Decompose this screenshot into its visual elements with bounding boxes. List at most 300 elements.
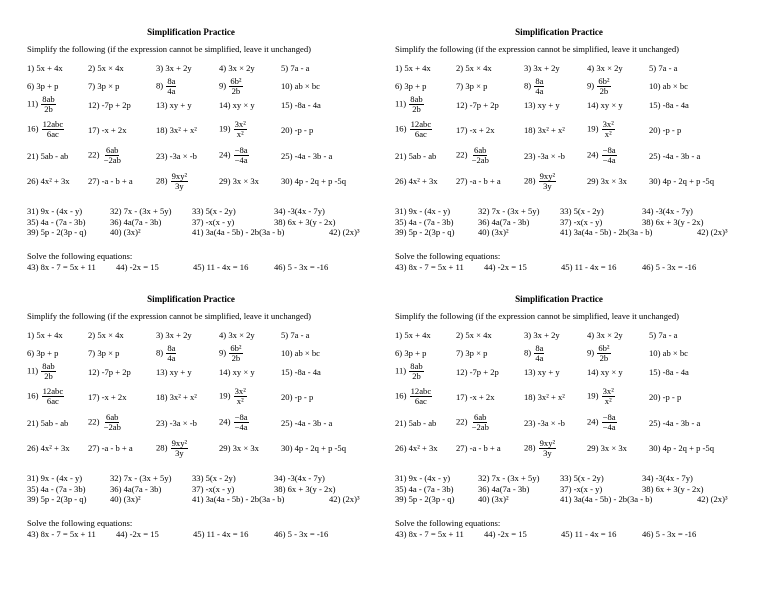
problem-number: 37) xyxy=(192,484,204,494)
equation-expression: -2x = 15 xyxy=(497,262,527,272)
problem-item xyxy=(395,82,426,91)
problem-number: 27) xyxy=(456,443,468,453)
problem-number: 18) xyxy=(524,125,536,135)
problem-item xyxy=(587,368,623,377)
problem-number: 26) xyxy=(395,176,407,186)
fraction-numerator: 9xy² xyxy=(539,438,556,448)
problem-number: 38) xyxy=(274,217,286,227)
problem-number: 38) xyxy=(642,484,654,494)
problem-expression: 5x + 4x xyxy=(36,63,63,73)
problem-item xyxy=(560,207,604,216)
fraction-numerator: −8a xyxy=(234,412,248,422)
problem-expression: -x(x - y) xyxy=(573,484,603,494)
equations-heading: Solve the following equations: xyxy=(27,518,133,528)
fraction xyxy=(229,344,242,363)
problem-item xyxy=(110,228,141,237)
problem-expression: -3a × -b xyxy=(169,418,197,428)
problem-item xyxy=(642,485,703,494)
problem-item xyxy=(27,207,82,216)
problem-item xyxy=(560,485,602,494)
problem-expression: -3(4x - 7y) xyxy=(287,473,325,483)
problem-item xyxy=(88,126,127,135)
problem-expression: 3x + 2y xyxy=(533,63,560,73)
problem-item xyxy=(156,344,176,363)
problem-item xyxy=(156,152,197,161)
problem-item xyxy=(524,419,565,428)
problem-expression: (3x)² xyxy=(491,494,509,504)
problem-expression: 5(x - 2y) xyxy=(205,473,236,483)
problem-item xyxy=(456,82,487,91)
problem-expression: xy + y xyxy=(537,367,560,377)
problem-item xyxy=(649,349,688,358)
problem-item xyxy=(642,218,703,227)
fraction-numerator: 12abc xyxy=(410,119,432,129)
problem-number: 20) xyxy=(281,125,293,135)
problem-number: 8) xyxy=(156,347,164,358)
problem-expression: -7p + 2p xyxy=(101,367,131,377)
problem-number: 15) xyxy=(281,367,293,377)
problem-expression: 3x × 2y xyxy=(596,330,623,340)
problem-number: 42) xyxy=(697,494,709,504)
problem-expression: 5(x - 2y) xyxy=(573,473,604,483)
problem-expression: (3x)² xyxy=(123,494,141,504)
problem-expression: -8a - 4a xyxy=(294,100,321,110)
problem-expression: -3a × -b xyxy=(537,418,565,428)
problem-number: 38) xyxy=(642,217,654,227)
problem-item xyxy=(219,101,255,110)
fraction-denominator: −2ab xyxy=(103,422,121,433)
problem-item xyxy=(27,495,86,504)
problem-number: 41) xyxy=(192,494,204,504)
equation-item xyxy=(27,530,96,539)
problem-item xyxy=(192,485,234,494)
problem-number: 3) xyxy=(156,63,164,73)
problem-item xyxy=(156,393,197,402)
problem-number: 35) xyxy=(395,217,407,227)
problem-item xyxy=(649,177,714,186)
problem-number: 35) xyxy=(27,484,39,494)
problem-number: 1) xyxy=(27,63,35,73)
problem-item xyxy=(456,331,492,340)
problem-expression: 5x × 4x xyxy=(465,330,492,340)
problem-expression: -7p + 2p xyxy=(101,100,131,110)
problem-item xyxy=(587,344,611,363)
problem-number: 33) xyxy=(560,473,572,483)
problem-number: 33) xyxy=(192,206,204,216)
instructions-text: Simplify the following (if the expression cannot be simplified, leave it unchanged) xyxy=(27,44,312,54)
problem-item xyxy=(27,82,58,91)
problem-expression: 3p + p xyxy=(404,348,427,358)
problem-number: 5) xyxy=(281,330,289,340)
problem-item xyxy=(649,82,688,91)
problem-item xyxy=(649,393,681,402)
problem-number: 35) xyxy=(395,484,407,494)
fraction-numerator: −8a xyxy=(602,412,616,422)
problem-number: 43) xyxy=(27,262,39,272)
problem-item xyxy=(456,146,490,165)
fraction-numerator: 6b² xyxy=(230,343,242,353)
problem-number: 38) xyxy=(274,484,286,494)
problem-item xyxy=(524,152,565,161)
problem-number: 46) xyxy=(274,262,286,272)
problem-number: 41) xyxy=(192,227,204,237)
fraction-numerator: −8a xyxy=(234,145,248,155)
problem-expression: 3a(4a - 5b) - 2b(3a - b) xyxy=(573,227,653,237)
fraction-numerator: 8a xyxy=(535,76,544,86)
problem-item xyxy=(587,120,615,139)
fraction-denominator: 3y xyxy=(543,448,552,459)
problem-expression: 5p - 2(3p - q) xyxy=(40,494,87,504)
problem-item xyxy=(395,331,431,340)
problem-item xyxy=(27,485,85,494)
problem-expression: 7x - (3x + 5y) xyxy=(491,206,540,216)
fraction-denominator: x² xyxy=(236,129,244,140)
problem-item xyxy=(395,64,431,73)
fraction xyxy=(602,387,615,406)
problem-item xyxy=(27,95,56,114)
problem-expression: xy + y xyxy=(169,367,192,377)
fraction-numerator: 6b² xyxy=(598,343,610,353)
problem-number: 28) xyxy=(524,442,536,453)
problem-item xyxy=(478,218,529,227)
equation-expression: 11 - 4x = 16 xyxy=(574,262,617,272)
problem-number: 10) xyxy=(649,81,661,91)
problem-expression: 5x + 4x xyxy=(36,330,63,340)
problem-item xyxy=(524,77,544,96)
problem-item xyxy=(697,228,728,237)
fraction xyxy=(410,387,433,406)
problem-number: 5) xyxy=(281,63,289,73)
problem-item xyxy=(478,474,539,483)
problem-number: 34) xyxy=(642,473,654,483)
problem-number: 39) xyxy=(395,227,407,237)
problem-expression: 3p + p xyxy=(404,81,427,91)
worksheet-title: Simplification Practice xyxy=(147,27,235,37)
problem-number: 13) xyxy=(524,367,536,377)
problem-item xyxy=(281,331,309,340)
problem-item xyxy=(395,95,424,114)
problem-expression: 7a - a xyxy=(658,330,678,340)
problem-expression: 9x - (4x - y) xyxy=(408,206,451,216)
equation-expression: -2x = 15 xyxy=(129,262,159,272)
problem-item xyxy=(27,152,68,161)
problem-number: 36) xyxy=(110,217,122,227)
problem-expression: 5ab - ab xyxy=(408,151,437,161)
problem-expression: 4a - (7a - 3b) xyxy=(40,217,86,227)
fraction xyxy=(103,413,122,432)
problem-item xyxy=(88,64,124,73)
problem-expression: -7p + 2p xyxy=(469,367,499,377)
equation-expression: 8x - 7 = 5x + 11 xyxy=(40,529,96,539)
problem-number: 29) xyxy=(587,176,599,186)
fraction-denominator: −4a xyxy=(234,422,248,433)
fraction xyxy=(229,77,242,96)
problem-expression: -p - p xyxy=(294,125,314,135)
problem-item xyxy=(395,349,426,358)
fraction xyxy=(234,146,249,165)
problem-item xyxy=(524,101,560,110)
problem-expression: 6x + 3(y - 2x) xyxy=(655,484,704,494)
fraction-numerator: 6ab xyxy=(106,145,119,155)
problem-expression: -4a - 3b - a xyxy=(294,418,333,428)
problem-number: 8) xyxy=(524,80,532,91)
equation-expression: 11 - 4x = 16 xyxy=(206,529,249,539)
problem-item xyxy=(524,344,544,363)
fraction-numerator: 8ab xyxy=(42,361,55,371)
problem-number: 16) xyxy=(27,390,39,401)
problem-item xyxy=(395,474,450,483)
problem-number: 43) xyxy=(395,529,407,539)
problem-item xyxy=(587,331,623,340)
problem-item xyxy=(156,64,192,73)
problem-expression: -3(4x - 7y) xyxy=(287,206,325,216)
problem-number: 29) xyxy=(587,443,599,453)
equation-item xyxy=(395,530,464,539)
problem-number: 16) xyxy=(27,123,39,134)
problem-number: 41) xyxy=(560,494,572,504)
fraction-denominator: 6ac xyxy=(46,396,59,407)
fraction-denominator: 4a xyxy=(535,353,544,364)
fraction xyxy=(234,120,247,139)
problem-expression: 3p × p xyxy=(465,81,488,91)
problem-number: 17) xyxy=(88,125,100,135)
fraction-denominator: 6ac xyxy=(414,396,427,407)
problem-number: 31) xyxy=(27,473,39,483)
problem-expression: (2x)³ xyxy=(710,227,728,237)
problem-number: 8) xyxy=(156,80,164,91)
problem-expression: 5ab - ab xyxy=(40,418,69,428)
problem-expression: xy × y xyxy=(232,367,255,377)
problem-item xyxy=(587,146,617,165)
problem-item xyxy=(395,177,438,186)
problem-expression: 3x × 2y xyxy=(228,330,255,340)
problem-item xyxy=(192,218,234,227)
fraction-numerator: 6ab xyxy=(106,412,119,422)
problem-item xyxy=(27,177,70,186)
problem-item xyxy=(395,444,438,453)
problem-expression: (2x)³ xyxy=(342,494,360,504)
problem-number: 30) xyxy=(649,443,661,453)
problem-number: 32) xyxy=(110,206,122,216)
problem-number: 46) xyxy=(642,262,654,272)
problem-item xyxy=(88,444,133,453)
problem-number: 27) xyxy=(456,176,468,186)
fraction-denominator: 2b xyxy=(44,371,53,382)
problem-item xyxy=(219,368,255,377)
problem-number: 2) xyxy=(88,63,96,73)
problem-item xyxy=(524,126,565,135)
problem-item xyxy=(281,82,320,91)
fraction-denominator: 2b xyxy=(412,104,421,115)
problem-number: 41) xyxy=(560,227,572,237)
problem-number: 24) xyxy=(219,416,231,427)
problem-item xyxy=(156,101,192,110)
problem-expression: 3a(4a - 5b) - 2b(3a - b) xyxy=(205,227,285,237)
problem-number: 19) xyxy=(219,390,231,401)
problem-number: 4) xyxy=(219,330,227,340)
problem-number: 45) xyxy=(561,529,573,539)
equation-expression: 8x - 7 = 5x + 11 xyxy=(408,262,464,272)
problem-number: 10) xyxy=(281,348,293,358)
problem-number: 44) xyxy=(116,262,128,272)
problem-item xyxy=(560,474,604,483)
problem-expression: 5ab - ab xyxy=(408,418,437,428)
problem-number: 9) xyxy=(219,80,227,91)
problem-number: 13) xyxy=(156,100,168,110)
fraction xyxy=(234,387,247,406)
problem-expression: 6x + 3(y - 2x) xyxy=(287,217,336,227)
problem-number: 19) xyxy=(587,123,599,134)
problem-number: 29) xyxy=(219,443,231,453)
problem-number: 42) xyxy=(329,227,341,237)
problem-item xyxy=(697,495,728,504)
equation-expression: -2x = 15 xyxy=(129,529,159,539)
problem-number: 7) xyxy=(88,348,96,358)
fraction xyxy=(409,95,423,114)
worksheet-title: Simplification Practice xyxy=(515,294,603,304)
problem-expression: 7x - (3x + 5y) xyxy=(123,206,172,216)
problem-expression: 4a - (7a - 3b) xyxy=(408,484,454,494)
problem-number: 24) xyxy=(587,149,599,160)
problem-expression: 7x - (3x + 5y) xyxy=(123,473,172,483)
problem-item xyxy=(524,172,556,191)
problem-number: 30) xyxy=(281,176,293,186)
fraction-denominator: 2b xyxy=(599,353,609,364)
problem-expression: -x(x - y) xyxy=(573,217,603,227)
problem-number: 46) xyxy=(274,529,286,539)
problem-number: 11) xyxy=(395,365,407,376)
problem-number: 7) xyxy=(456,81,464,91)
problem-number: 40) xyxy=(478,227,490,237)
problem-expression: -a - b + a xyxy=(101,443,133,453)
fraction-numerator: 8a xyxy=(167,76,176,86)
problem-number: 16) xyxy=(395,390,407,401)
problem-number: 28) xyxy=(156,442,168,453)
problem-item xyxy=(478,485,529,494)
problem-number: 34) xyxy=(274,206,286,216)
problem-number: 9) xyxy=(587,347,595,358)
problem-item xyxy=(395,152,436,161)
fraction-numerator: 12abc xyxy=(410,386,432,396)
problem-expression: 3p × p xyxy=(465,348,488,358)
problem-item xyxy=(27,362,56,381)
problem-expression: -8a - 4a xyxy=(662,367,689,377)
problem-item xyxy=(478,207,539,216)
problem-item xyxy=(219,120,247,139)
fraction xyxy=(602,120,615,139)
problem-number: 10) xyxy=(649,348,661,358)
problem-expression: xy × y xyxy=(600,100,623,110)
problem-number: 14) xyxy=(587,100,599,110)
problem-expression: 3x × 2y xyxy=(596,63,623,73)
problem-item xyxy=(456,126,495,135)
problem-number: 44) xyxy=(484,529,496,539)
fraction-numerator: 6ab xyxy=(474,145,487,155)
problem-number: 32) xyxy=(478,206,490,216)
fraction-denominator: 6ac xyxy=(46,129,59,140)
fraction-numerator: 3x² xyxy=(234,386,246,396)
problem-number: 25) xyxy=(281,418,293,428)
problem-item xyxy=(587,64,623,73)
equation-expression: 11 - 4x = 16 xyxy=(574,529,617,539)
problem-expression: 3p × p xyxy=(97,81,120,91)
problem-item xyxy=(110,474,171,483)
problem-expression: 5x + 4x xyxy=(404,330,431,340)
fraction-denominator: 2b xyxy=(231,86,241,97)
fraction-denominator: 4a xyxy=(167,86,176,97)
problem-item xyxy=(649,64,677,73)
problem-expression: -p - p xyxy=(662,392,682,402)
problem-expression: 4a - (7a - 3b) xyxy=(408,217,454,227)
problem-number: 26) xyxy=(27,176,39,186)
problem-item xyxy=(156,419,197,428)
problem-number: 14) xyxy=(219,100,231,110)
problem-item xyxy=(156,126,197,135)
problem-item xyxy=(649,152,700,161)
problem-number: 21) xyxy=(27,418,39,428)
problem-number: 37) xyxy=(560,217,572,227)
fraction xyxy=(166,344,176,363)
problem-expression: (2x)³ xyxy=(710,494,728,504)
problem-item xyxy=(329,495,360,504)
problem-item xyxy=(192,228,284,237)
problem-item xyxy=(524,393,565,402)
problem-number: 2) xyxy=(88,330,96,340)
problem-item xyxy=(642,474,693,483)
problem-number: 44) xyxy=(484,262,496,272)
problem-item xyxy=(88,101,131,110)
problem-expression: 9x - (4x - y) xyxy=(408,473,451,483)
problem-item xyxy=(27,444,70,453)
equation-expression: 5 - 3x = -16 xyxy=(655,262,697,272)
problem-number: 35) xyxy=(27,217,39,227)
problem-expression: 3x + 2y xyxy=(165,330,192,340)
problem-expression: 9x - (4x - y) xyxy=(40,206,83,216)
problem-expression: 6x + 3(y - 2x) xyxy=(287,484,336,494)
problem-number: 34) xyxy=(642,206,654,216)
problem-item xyxy=(456,393,495,402)
problem-number: 6) xyxy=(395,348,403,358)
problem-expression: 7a - a xyxy=(290,330,310,340)
equation-item xyxy=(484,530,527,539)
problem-number: 45) xyxy=(193,262,205,272)
fraction-denominator: −4a xyxy=(602,155,616,166)
problem-expression: 5p - 2(3p - q) xyxy=(40,227,87,237)
problem-expression: xy × y xyxy=(600,367,623,377)
problem-item xyxy=(281,177,346,186)
problem-item xyxy=(281,444,346,453)
problem-number: 24) xyxy=(587,416,599,427)
problem-item xyxy=(219,146,249,165)
problem-item xyxy=(395,495,454,504)
problem-item xyxy=(456,413,490,432)
equation-expression: 8x - 7 = 5x + 11 xyxy=(408,529,464,539)
fraction-denominator: 2b xyxy=(44,104,53,115)
equation-expression: 5 - 3x = -16 xyxy=(287,262,329,272)
fraction-numerator: 9xy² xyxy=(171,438,188,448)
fraction xyxy=(471,413,490,432)
fraction-denominator: x² xyxy=(236,396,244,407)
problem-item xyxy=(88,331,124,340)
problem-number: 42) xyxy=(697,227,709,237)
equation-expression: 11 - 4x = 16 xyxy=(206,262,249,272)
problem-item xyxy=(524,368,560,377)
problem-item xyxy=(281,64,309,73)
problem-item xyxy=(478,228,509,237)
problem-item xyxy=(456,64,492,73)
problem-item xyxy=(524,331,560,340)
problem-expression: -x + 2x xyxy=(469,392,495,402)
